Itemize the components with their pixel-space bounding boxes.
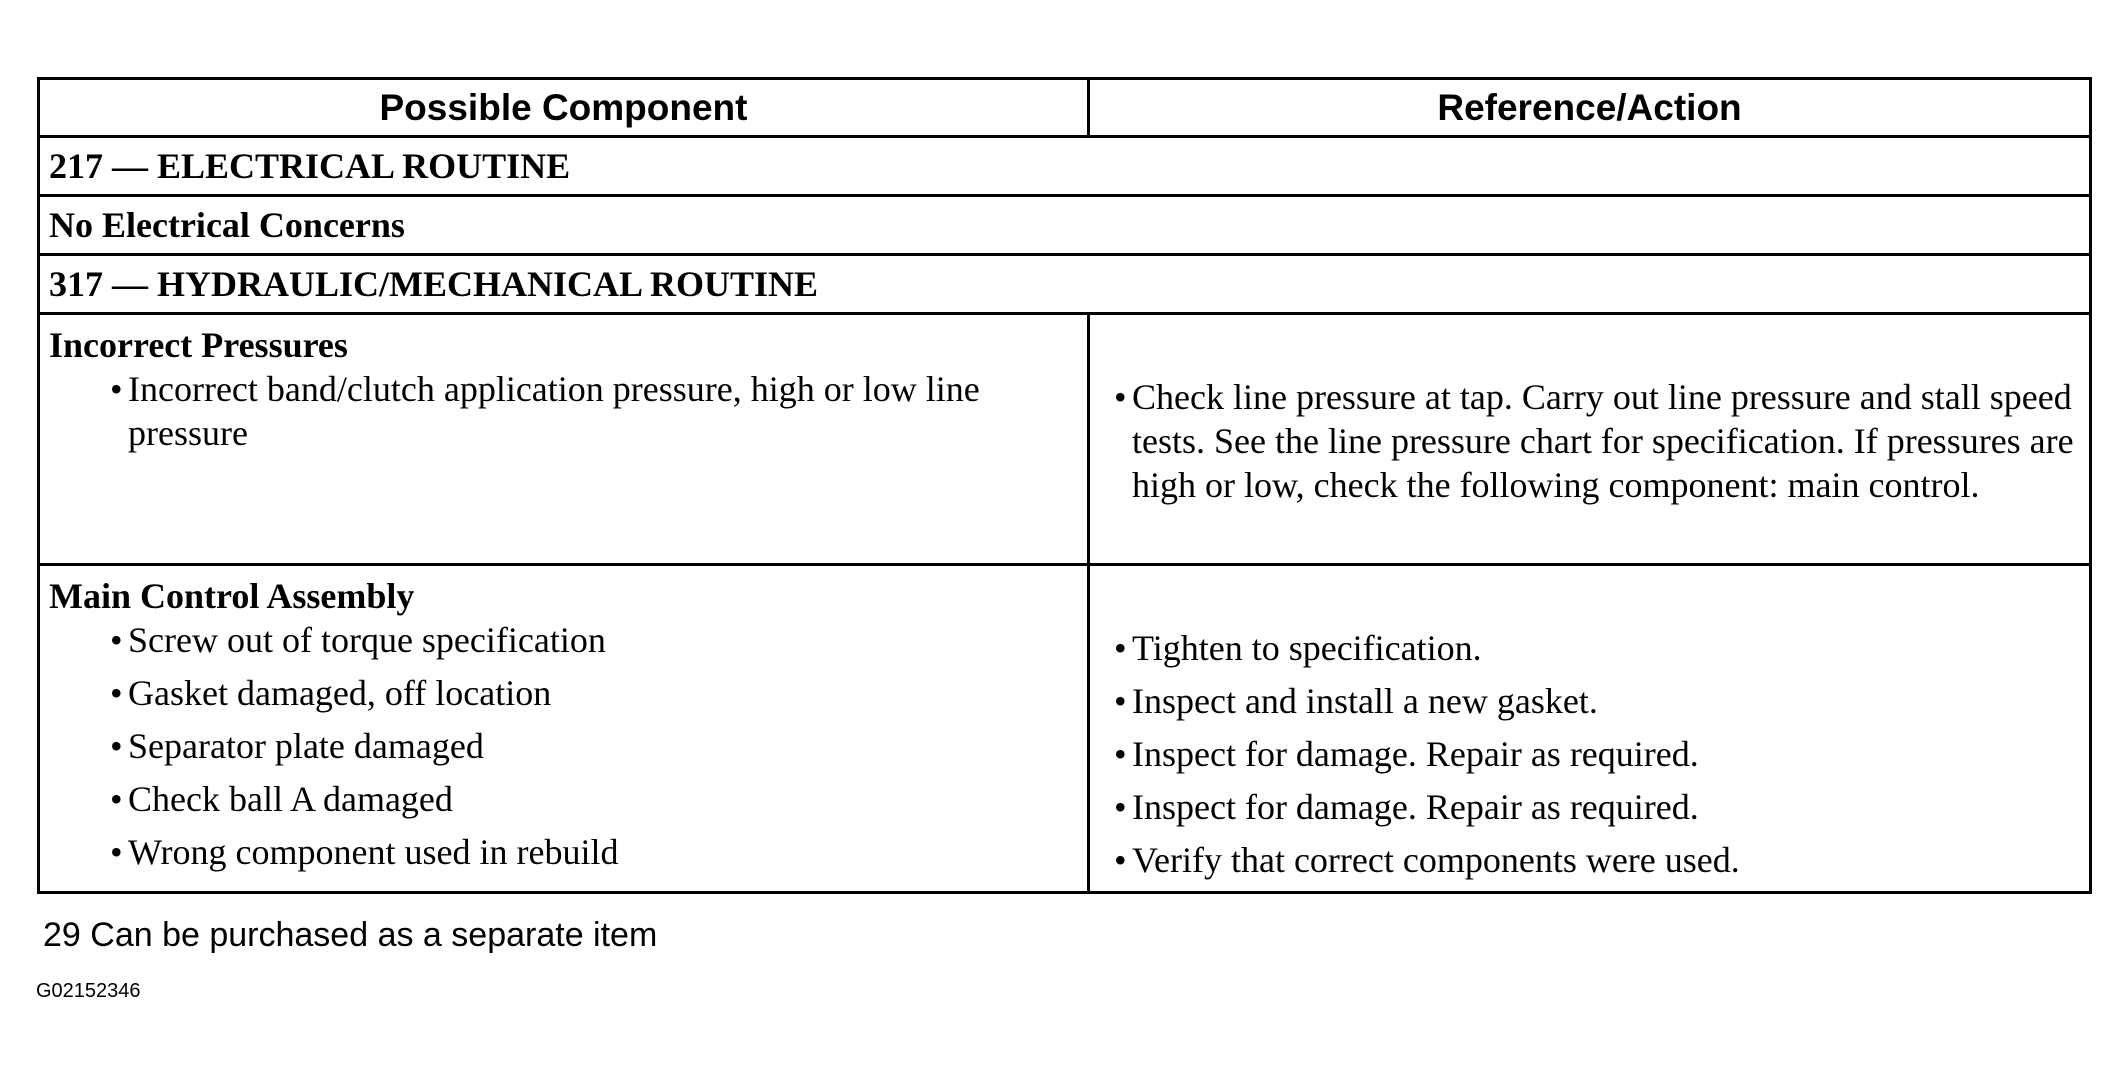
action-text: Verify that correct components were used.: [1132, 840, 1740, 880]
action-text: Check line pressure at tap. Carry out line pressure and stall speed tests. See the line pressure chart for specification. If pressures are high or low, check the following component: main control.: [1132, 377, 2074, 505]
bullet-icon: •: [1114, 840, 1127, 880]
list-item: [110, 777, 1027, 830]
table-row: [39, 314, 2091, 565]
action-list: [1090, 375, 2089, 507]
action-text: Inspect for damage. Repair as required.: [1132, 787, 1699, 827]
list-item: [110, 618, 1027, 671]
list-item: [110, 830, 1027, 883]
list-item: [1114, 785, 2079, 838]
routine-row: [39, 137, 2091, 196]
bullet-icon: •: [1114, 734, 1127, 774]
list-item: [1114, 679, 2079, 732]
bullet-icon: •: [110, 369, 123, 409]
component-list: [40, 618, 1087, 883]
header-possible-component: Possible Component: [39, 79, 1089, 137]
bullet-icon: •: [110, 832, 123, 872]
bullet-icon: •: [110, 779, 123, 819]
list-item: [110, 671, 1027, 724]
list-item: [110, 367, 1027, 455]
component-text: Separator plate damaged: [128, 726, 484, 766]
component-text: Screw out of torque specification: [128, 620, 606, 660]
incorrect-pressures-title: Incorrect Pressures: [49, 325, 348, 365]
diagnosis-table: [37, 77, 2092, 894]
list-item: [1114, 838, 2079, 891]
bullet-icon: •: [110, 673, 123, 713]
action-text: Tighten to specification.: [1132, 628, 1482, 668]
action-list: [1090, 626, 2089, 891]
component-text: Incorrect band/clutch application pressure, high or low line pressure: [128, 369, 980, 453]
bullet-icon: •: [1114, 681, 1127, 721]
no-electrical-concerns: No Electrical Concerns: [39, 196, 2091, 255]
hydraulic-routine-heading: 317 — HYDRAULIC/MECHANICAL ROUTINE: [39, 255, 2091, 314]
list-item: [1114, 732, 2079, 785]
bullet-icon: •: [110, 620, 123, 660]
incorrect-pressures-action-cell: [1089, 314, 2091, 565]
component-text: Check ball A damaged: [128, 779, 453, 819]
incorrect-pressures-component-cell: [39, 314, 1089, 565]
bullet-icon: •: [1114, 377, 1127, 417]
footnote: 29 Can be purchased as a separate item: [43, 916, 658, 954]
bullet-icon: •: [1114, 628, 1127, 668]
action-text: Inspect for damage. Repair as required.: [1132, 734, 1699, 774]
table-row: [39, 565, 2091, 893]
bullet-icon: •: [1114, 787, 1127, 827]
list-item: [1114, 375, 2079, 507]
list-item: [1114, 626, 2079, 679]
main-control-action-cell: [1089, 565, 2091, 893]
header-reference-action: Reference/Action: [1089, 79, 2091, 137]
component-list: [40, 367, 1087, 455]
bullet-icon: •: [110, 726, 123, 766]
component-text: Gasket damaged, off location: [128, 673, 552, 713]
header-row: [39, 79, 2091, 137]
electrical-routine-heading: 217 — ELECTRICAL ROUTINE: [39, 137, 2091, 196]
main-control-title: Main Control Assembly: [49, 576, 415, 616]
list-item: [110, 724, 1027, 777]
action-text: Inspect and install a new gasket.: [1132, 681, 1598, 721]
figure-id: G02152346: [36, 980, 141, 1002]
routine-row: [39, 255, 2091, 314]
main-control-component-cell: [39, 565, 1089, 893]
component-text: Wrong component used in rebuild: [128, 832, 619, 872]
routine-row: [39, 196, 2091, 255]
